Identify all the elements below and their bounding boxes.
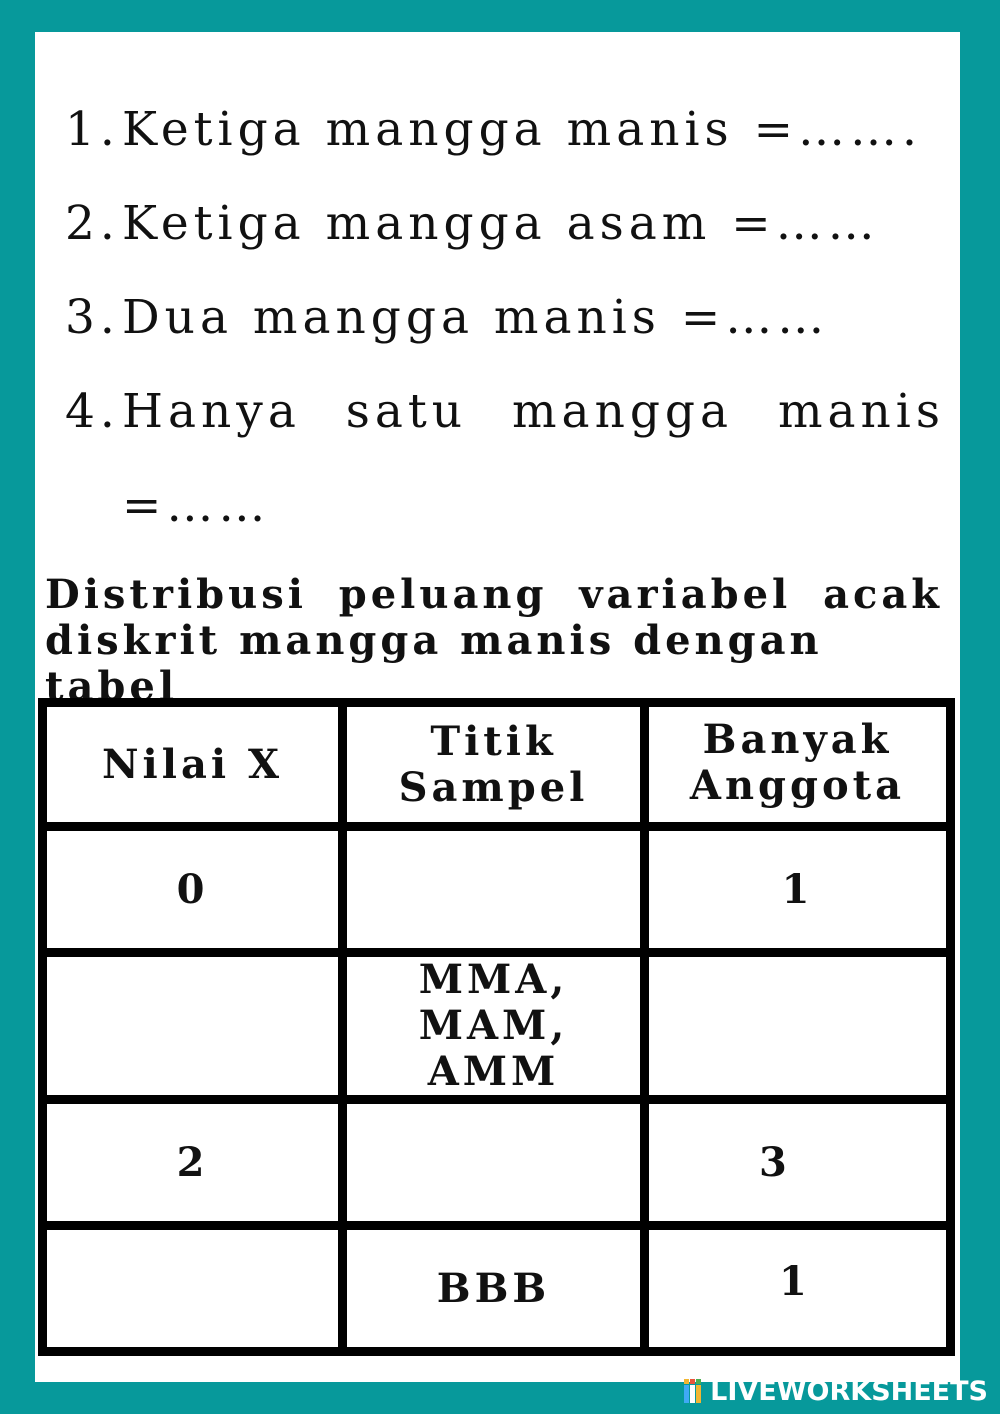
cell-banyak-anggota: 1 [649, 831, 955, 957]
worksheet-page [35, 32, 960, 1382]
cell-nilai-x: 0 [47, 831, 347, 957]
question-item-2 [65, 196, 945, 266]
heading-line-1 [45, 572, 943, 618]
question-number: 2. [65, 196, 120, 251]
header-line: Banyak [702, 716, 893, 763]
heading-word: variabel [579, 571, 792, 618]
cell-nilai-x[interactable] [47, 957, 347, 1104]
heading-word: Distribusi [45, 571, 307, 618]
question-word: mangga [511, 384, 734, 439]
question-item-4-continuation [65, 478, 945, 548]
table-row [47, 957, 955, 1104]
cell-banyak-anggota: 1 [649, 1230, 955, 1356]
question-item-1 [65, 102, 945, 172]
question-word: satu [345, 384, 468, 439]
table-row [47, 1104, 955, 1230]
cell-banyak-anggota: 3 [649, 1104, 955, 1230]
cell-nilai-x[interactable] [47, 1230, 347, 1356]
question-text [122, 384, 945, 439]
question-text: =…… [122, 478, 271, 533]
table-row [47, 1230, 955, 1356]
question-number: 1. [65, 102, 120, 157]
cell-titik-sampel[interactable] [347, 831, 649, 957]
heading-word: acak [823, 571, 943, 618]
question-word: manis [777, 384, 945, 439]
brand-name: LIVEWORKSHEETS [710, 1375, 988, 1407]
cell-banyak-anggota[interactable] [649, 957, 955, 1104]
section-heading [45, 572, 943, 710]
distribution-table [38, 698, 955, 1356]
question-text: Ketiga mangga manis =……. [122, 102, 922, 157]
cell-nilai-x: 2 [47, 1104, 347, 1230]
question-item-4 [65, 384, 945, 454]
header-line: Sampel [398, 764, 589, 811]
question-text: Dua mangga manis =…… [122, 290, 830, 345]
header-titik-sampel [347, 707, 649, 831]
header-nilai-x: Nilai X [47, 707, 347, 831]
sample-line: MAM, AMM [418, 1002, 569, 1095]
liveworksheets-brand [684, 1374, 988, 1408]
header-line: Anggota [689, 762, 906, 809]
heading-word: peluang [338, 571, 548, 618]
question-number: 3. [65, 290, 120, 345]
table-header-row [47, 707, 955, 831]
table-row [47, 831, 955, 957]
question-number: 4. [65, 384, 120, 439]
cell-titik-sampel[interactable] [347, 1104, 649, 1230]
liveworksheets-logo-icon [684, 1379, 706, 1403]
header-banyak-anggota [649, 707, 955, 831]
question-word: Hanya [122, 384, 301, 439]
header-line: Titik [430, 718, 557, 765]
cell-titik-sampel: BBB [347, 1230, 649, 1356]
cell-titik-sampel [347, 957, 649, 1104]
question-text: Ketiga mangga asam =…… [122, 196, 880, 251]
question-item-3 [65, 290, 945, 360]
sample-line: MMA, [418, 956, 569, 1003]
heading-line-2: diskrit mangga manis dengan tabel [45, 617, 823, 710]
